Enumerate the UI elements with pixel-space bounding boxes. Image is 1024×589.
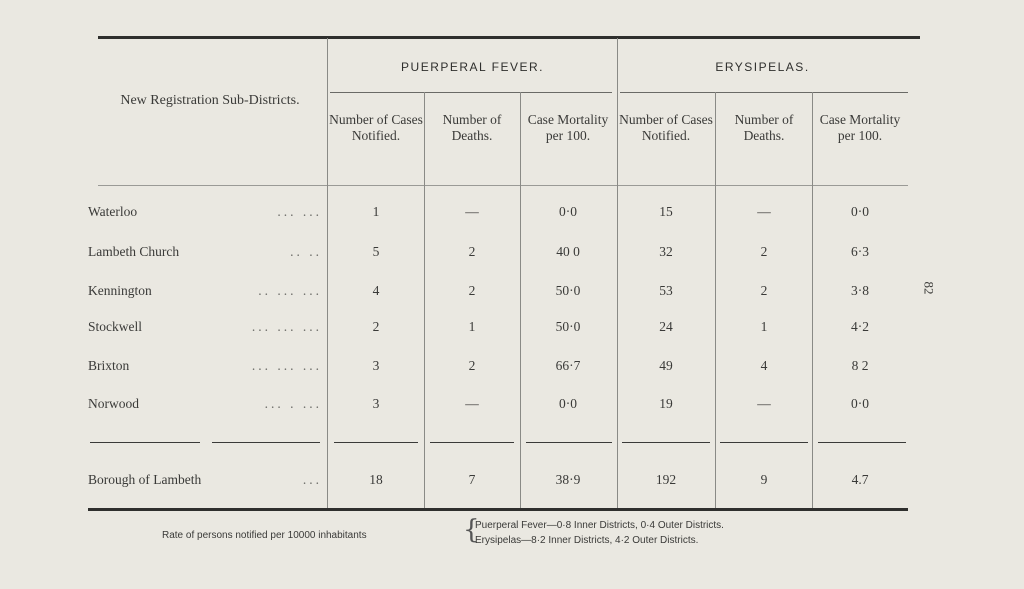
table-cell: — — [757, 204, 771, 219]
leader-dots: ... — [302, 472, 322, 487]
table-cell: 0·0 — [559, 204, 577, 219]
col-header-pf-deaths: Number of Deaths. — [442, 112, 502, 143]
row-label: Waterloo — [88, 204, 138, 219]
table-cell: 50·0 — [555, 319, 581, 334]
col-header-pf-mortality: Case Mortality per 100. — [527, 112, 609, 143]
table-cell: 8 2 — [851, 358, 869, 373]
row-label: Stockwell — [88, 319, 142, 334]
col-header-pf-cases: Number of Cases Notified. — [329, 112, 423, 143]
group-header-puerperal-fever: PUERPERAL FEVER. — [401, 60, 544, 74]
table-cell: — — [465, 204, 479, 219]
divider-5 — [715, 92, 716, 508]
table-cell: 2 — [468, 244, 476, 259]
table-cell: 0·0 — [559, 396, 577, 411]
col-header-er-deaths: Number of Deaths. — [734, 112, 794, 143]
col-header-er-mortality: Case Mortality per 100. — [819, 112, 901, 143]
row-label: Norwood — [88, 396, 139, 411]
leader-dots: .. .. — [290, 244, 322, 259]
table-cell: 19 — [659, 396, 673, 411]
table-cell: — — [757, 396, 771, 411]
row-label: Lambeth Church — [88, 244, 180, 259]
table-cell: — — [465, 396, 479, 411]
total-cell: 4.7 — [851, 472, 869, 487]
leader-dots: ... . ... — [264, 396, 322, 411]
table-cell: 3 — [372, 358, 380, 373]
bottom-rule — [88, 508, 908, 511]
leader-dots: ... ... — [277, 204, 322, 219]
table-cell: 2 — [760, 283, 768, 298]
footnote-puerperal: Puerperal Fever—0·8 Inner Districts, 0·4 Outer Districts. — [475, 520, 724, 531]
group-rule-left — [330, 92, 612, 93]
divider-4 — [617, 38, 618, 508]
table-cell: 1 — [372, 204, 380, 219]
table-cell: 50·0 — [555, 283, 581, 298]
table-cell: 1 — [760, 319, 768, 334]
group-header-erysipelas: ERYSIPELAS. — [715, 60, 810, 74]
footnote-erysipelas: Erysipelas—8·2 Inner Districts, 4·2 Outer Districts. — [475, 535, 699, 546]
table-cell: 24 — [659, 319, 673, 334]
row-header: New Registration Sub-Districts. — [120, 93, 300, 108]
table-cell: 15 — [659, 204, 673, 219]
total-cell: 9 — [760, 472, 768, 487]
divider-1 — [327, 38, 328, 508]
total-cell: 192 — [655, 472, 677, 487]
group-rule-right — [620, 92, 908, 93]
table-cell: 32 — [659, 244, 673, 259]
table-cell: 2 — [760, 244, 768, 259]
table-cell: 53 — [659, 283, 673, 298]
brace-glyph: { — [463, 515, 480, 545]
table-cell: 4·2 — [851, 319, 869, 334]
page-number: 82 — [921, 281, 937, 295]
table-cell: 0·0 — [851, 204, 869, 219]
divider-6 — [812, 92, 813, 508]
table-cell: 4 — [372, 283, 380, 298]
top-rule — [98, 36, 920, 39]
table-cell: 3 — [372, 396, 380, 411]
table-cell: 66·7 — [555, 358, 581, 373]
total-cell: 38·9 — [555, 472, 581, 487]
footnote-label: Rate of persons notified per 10000 inhabitants — [162, 530, 367, 541]
header-bottom-rule — [98, 185, 908, 186]
table-cell: 4 — [760, 358, 768, 373]
leader-dots: ... ... ... — [251, 319, 322, 334]
leader-dots: .. ... ... — [258, 283, 322, 298]
total-cell: 7 — [468, 472, 476, 487]
row-label: Kennington — [88, 283, 152, 298]
leader-dots: ... ... ... — [251, 358, 322, 373]
table-cell: 49 — [659, 358, 673, 373]
table-cell: 2 — [372, 319, 380, 334]
table-cell: 2 — [468, 358, 476, 373]
total-cell: 18 — [369, 472, 383, 487]
divider-2 — [424, 92, 425, 508]
table-cell: 5 — [372, 244, 380, 259]
table-cell: 2 — [468, 283, 476, 298]
divider-3 — [520, 92, 521, 508]
table-cell: 40 0 — [556, 244, 580, 259]
table-cell: 1 — [468, 319, 476, 334]
total-label: Borough of Lambeth — [88, 472, 202, 487]
table-cell: 6·3 — [851, 244, 869, 259]
col-header-er-cases: Number of Cases Notified. — [619, 112, 713, 143]
table-cell: 0·0 — [851, 396, 869, 411]
table-cell: 3·8 — [851, 283, 869, 298]
row-label: Brixton — [88, 358, 130, 373]
